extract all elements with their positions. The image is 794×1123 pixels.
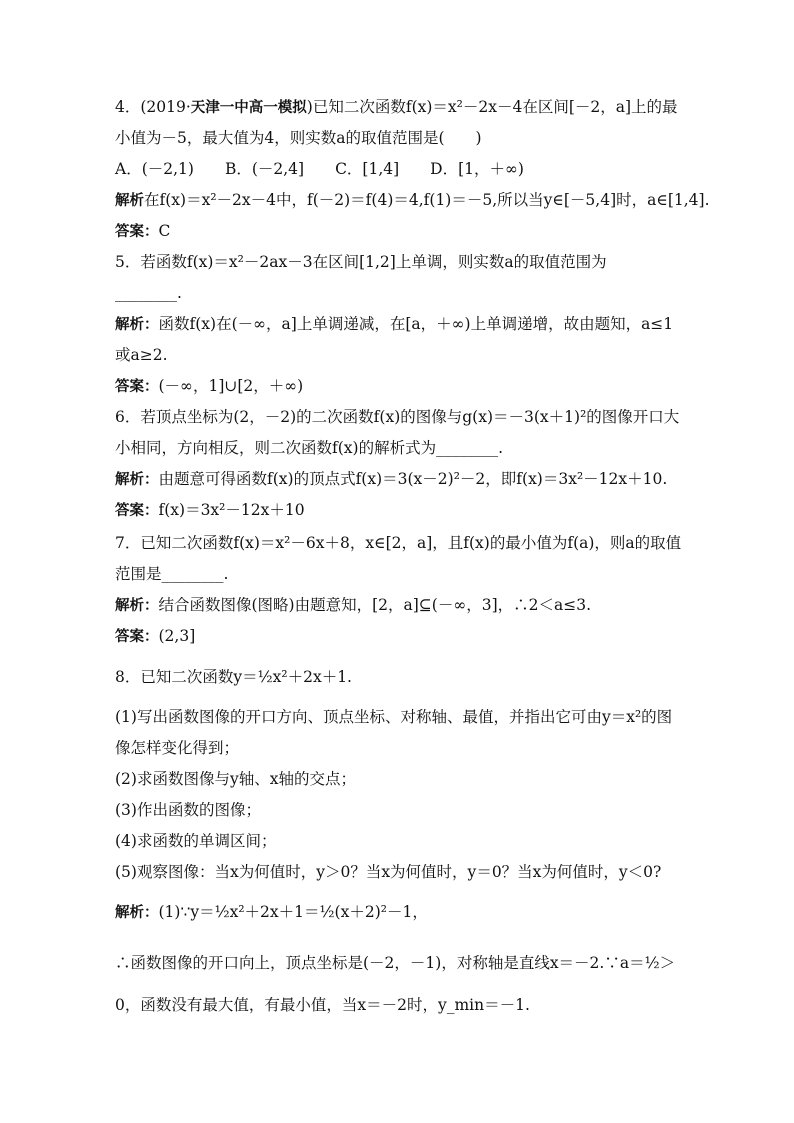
q6-analysis-text: 由题意可得函数f(x)的顶点式f(x)＝3(x－2)²－2，即f(x)＝3x²－12x＋10. — [158, 470, 668, 488]
q5-stem-line-1: 5．若函数f(x)＝x²－2ax－3在区间[1,2]上单调，则实数a的取值范围为 — [115, 253, 607, 271]
q4-answer-value: C — [158, 222, 171, 240]
q4-stem-a: )已知二次函数f(x)＝x²－2x－4在区间[－2，a]上的最 — [306, 98, 678, 116]
q8-analysis-line-3: 0，函数没有最大值，有最小值，当x＝－2时，y_min＝－1. — [115, 996, 530, 1014]
q7-answer-value: (2,3] — [158, 627, 196, 645]
q4-analysis-label: 解析 — [115, 193, 144, 209]
q4-answer — [115, 221, 170, 242]
q4-source: 天津一中高一模拟 — [190, 100, 307, 116]
q5-analysis-line-1 — [115, 314, 673, 335]
q5-answer-value: (－∞，1]∪[2，＋∞) — [158, 377, 304, 395]
q6-answer-label: 答案： — [115, 503, 159, 519]
q6-answer-value: f(x)＝3x²－12x＋10 — [158, 501, 305, 519]
q7-analysis-text: 结合函数图像(图略)由题意知，[2，a]⊆(－∞，3]，∴2＜a≤3. — [158, 596, 592, 614]
q8-analysis-line-1 — [115, 902, 428, 923]
q8-part1-line-2: 像怎样变化得到； — [115, 739, 240, 757]
q8-part1-line-1: (1)写出函数图像的开口方向、顶点坐标、对称轴、最值，并指出它可由y＝x²的图 — [115, 708, 673, 726]
q6-stem-line-1: 6．若顶点坐标为(2，－2)的二次函数f(x)的图像与g(x)＝－3(x＋1)²的图像开口大 — [115, 408, 680, 426]
q5-analysis-label: 解析： — [115, 317, 159, 333]
q4-answer-label: 答案： — [115, 224, 159, 240]
q6-stem-line-2: 小相同，方向相反，则二次函数f(x)的解析式为________. — [115, 439, 504, 457]
q8-part5: (5)观察图像：当x为何值时，y＞0？当x为何值时，y＝0？当x为何值时，y＜0? — [115, 863, 662, 881]
q5-stem-line-2: ________. — [115, 284, 182, 302]
q6-analysis-label: 解析： — [115, 472, 159, 488]
q8-analysis-text-1: (1)∵y＝½x²＋2x＋1＝½(x＋2)²－1， — [158, 903, 428, 921]
q4-stem-line-2: 小值为－5，最大值为4，则实数a的取值范围是( ) — [115, 129, 482, 147]
q4-analysis-text: 在f(x)＝x²－2x－4中，f(－2)＝f(4)＝4,f(1)＝－5,所以当y∈[－5,4]时，a∈[1,4]. — [144, 191, 710, 209]
q7-answer — [115, 626, 195, 647]
q7-stem-line-2: 范围是________. — [115, 565, 229, 583]
q6-answer — [115, 500, 305, 521]
q5-analysis-line-2: 或a≥2. — [115, 346, 168, 364]
q8-part4: (4)求函数的单调区间； — [115, 832, 277, 850]
q6-analysis — [115, 469, 667, 490]
q4-stem-line-1 — [115, 97, 678, 118]
q4-options: A．(－2,1) B．(－2,4] C．[1,4] D．[1，＋∞) — [115, 160, 524, 178]
q8-stem: 8．已知二次函数y＝½x²＋2x＋1. — [115, 668, 352, 686]
q7-analysis-label: 解析： — [115, 598, 159, 614]
q7-stem-line-1: 7．已知二次函数f(x)＝x²－6x＋8，x∈[2，a]，且f(x)的最小值为f(a)，则a的取值 — [115, 534, 682, 552]
q4-analysis — [115, 190, 710, 211]
q5-analysis-text: 函数f(x)在(－∞，a]上单调递减，在[a，＋∞)上单调递增，故由题知，a≤1 — [158, 315, 674, 333]
q8-analysis-label: 解析： — [115, 905, 159, 921]
q7-answer-label: 答案： — [115, 629, 159, 645]
q8-part2: (2)求函数图像与y轴、x轴的交点； — [115, 770, 356, 788]
q5-answer-label: 答案： — [115, 379, 159, 395]
q8-part3: (3)作出函数的图像； — [115, 801, 261, 819]
q8-analysis-line-2: ∴函数图像的开口向上，顶点坐标是(－2，－1)，对称轴是直线x＝－2.∵a＝½＞ — [115, 954, 676, 972]
q4-prefix: 4．(2019· — [115, 98, 191, 116]
q7-analysis — [115, 595, 591, 616]
q5-answer — [115, 376, 303, 397]
